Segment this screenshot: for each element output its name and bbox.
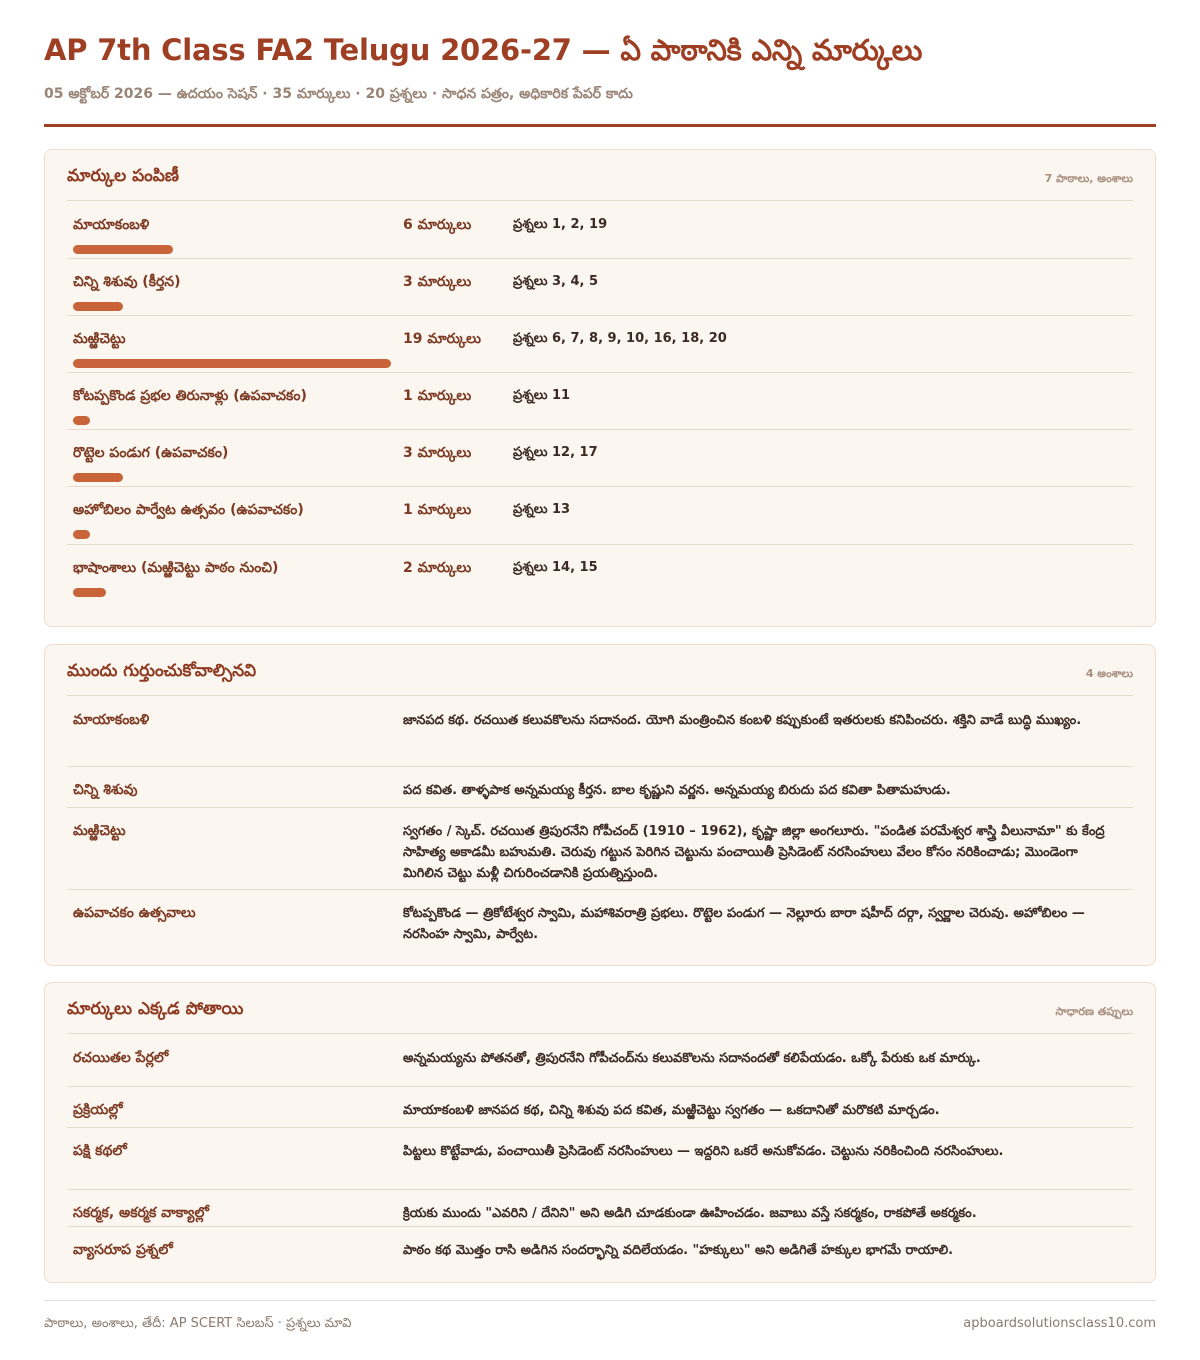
distribution-row <box>67 258 1133 316</box>
mistake-row <box>67 1189 1133 1227</box>
card-header <box>67 983 1133 1034</box>
lesson-questions: ప్రశ్నలు 14, 15 <box>513 560 598 575</box>
marks-bar <box>73 473 123 482</box>
distribution-row <box>67 544 1133 614</box>
lesson-marks: 3 మార్కులు <box>403 445 472 461</box>
topic-label: చిన్ని శిశువు <box>73 782 138 798</box>
mistake-text: పిట్టలు కొట్టేవాడు, పంచాయితీ ప్రెసిడెంట్ నరసింహులు — ఇద్దరిని ఒకరే అనుకోవడం. చెట్టును నరికించింది నరసింహులు. <box>403 1144 1004 1159</box>
marks-bar <box>73 588 106 597</box>
remember-row <box>67 889 1133 959</box>
page-title: AP 7th Class FA2 Telugu 2026-27 — ఏ పాఠానికి ఎన్ని మార్కులు <box>44 33 923 67</box>
marks-distribution-card <box>44 149 1156 627</box>
page-header <box>44 30 1156 127</box>
card-meta: సాధారణ తప్పులు <box>1055 1005 1133 1018</box>
lesson-name: భాషాంశాలు (మఱ్ఱిచెట్టు పాఠం నుంచి) <box>73 560 279 576</box>
mistake-label: వ్యాసరూప ప్రశ్నలో <box>73 1242 173 1258</box>
lesson-marks: 19 మార్కులు <box>403 331 481 347</box>
mistake-text: క్రియకు ముందు "ఎవరిని / దేనిని" అని అడిగి చూడకుండా ఊహించడం. జవాబు వస్తే సకర్మకం, రాకపోతే అకర్మకం. <box>403 1206 977 1221</box>
topic-text: జానపద కథ. రచయిత కలువకొలను సదానంద. యోగి మంత్రించిన కంబళి కప్పుకుంటే ఇతరులకు కనిపించరు. శక్తిని వాడే బుద్ధి ముఖ్యం. <box>403 713 1082 728</box>
page-subtitle: 05 అక్టోబర్ 2026 — ఉదయం సెషన్ · 35 మార్కులు · 20 ప్రశ్నలు · సాధన పత్రం, అధికారిక పేపర్ కాదు <box>44 86 633 102</box>
remember-card <box>44 644 1156 966</box>
mistake-text: పాఠం కథ మొత్తం రాసి అడిగిన సందర్భాన్ని వదిలేయడం. "హక్కులు" అని అడిగితే హక్కుల భాగమే రాయాలి. <box>403 1243 954 1258</box>
mistake-row <box>67 1086 1133 1128</box>
lesson-name: మాయాకంబళి <box>73 217 150 233</box>
card-header <box>67 645 1133 696</box>
mistake-text: మాయాకంబళి జానపద కథ, చిన్ని శిశువు పద కవిత, మఱ్ఱిచెట్టు స్వగతం — ఒకదానితో మరొకటి మార్చడం. <box>403 1103 940 1118</box>
header-divider <box>44 124 1156 127</box>
card-title: మార్కులు ఎక్కడ పోతాయి <box>67 999 244 1019</box>
distribution-row <box>67 315 1133 373</box>
lesson-marks: 1 మార్కులు <box>403 388 472 404</box>
lesson-name: మఱ్ఱిచెట్టు <box>73 331 126 347</box>
mistake-row <box>67 1127 1133 1190</box>
mistake-label: రచయితల పేర్లలో <box>73 1050 169 1066</box>
topic-text: పద కవిత. తాళ్ళపాక అన్నమయ్య కీర్తన. బాల కృష్ణుని వర్ణన. అన్నమయ్య బిరుదు పద కవితా పితామహుడు. <box>403 783 951 798</box>
lesson-questions: ప్రశ్నలు 1, 2, 19 <box>513 217 608 232</box>
topic-label: మాయాకంబళి <box>73 712 150 728</box>
mistake-label: ప్రక్రియల్లో <box>73 1102 123 1118</box>
lesson-marks: 3 మార్కులు <box>403 274 472 290</box>
card-meta: 4 అంశాలు <box>1085 667 1133 680</box>
lesson-questions: ప్రశ్నలు 11 <box>513 388 571 403</box>
page-footer <box>44 1300 1156 1331</box>
card-header <box>67 150 1133 201</box>
topic-text: కోటప్పకొండ — త్రికోటేశ్వర స్వామి, మహాశివరాత్రి ప్రభలు. రొట్టెల పండుగ — నెల్లూరు బారా షహీద్ దర్గా, స్వర్ణాల చెరువు. అహోబిలం — నరసింహ స్వామి, పార్వేట. <box>403 906 1085 942</box>
mistake-label: పక్షి కథలో <box>73 1143 127 1159</box>
mistake-label: సకర్మక, అకర్మక వాక్యాల్లో <box>73 1205 209 1221</box>
marks-bar <box>73 530 90 539</box>
remember-row <box>67 766 1133 808</box>
mistake-row <box>67 1034 1133 1087</box>
lesson-marks: 1 మార్కులు <box>403 502 472 518</box>
lesson-name: కోటప్పకొండ ప్రభల తిరునాళ్లు (ఉపవాచకం) <box>73 388 307 404</box>
distribution-row <box>67 201 1133 259</box>
footer-source: పాఠాలు, అంశాలు, తేదీ: AP SCERT సిలబస్ · ప్రశ్నలు మావి <box>44 1316 352 1331</box>
marks-bar <box>73 245 173 254</box>
card-title: ముందు గుర్తుంచుకోవాల్సినవి <box>67 661 257 681</box>
lesson-questions: ప్రశ్నలు 3, 4, 5 <box>513 274 599 289</box>
distribution-row <box>67 429 1133 487</box>
distribution-row <box>67 372 1133 430</box>
marks-bar <box>73 359 391 368</box>
remember-row <box>67 696 1133 767</box>
remember-row <box>67 807 1133 890</box>
mistakes-card <box>44 982 1156 1283</box>
card-title: మార్కుల పంపిణీ <box>67 166 179 186</box>
topic-text: స్వగతం / స్కెచ్. రచయిత త్రిపురనేని గోపీచంద్ (1910 – 1962), కృష్ణా జిల్లా అంగలూరు. "పండిత పరమేశ్వర శాస్త్రి వీలునామా" కు కేంద్ర సాహిత్య అకాడమీ బహుమతి. చెరువు గట్టున పెరిగిన చెట్టును పంచాయితీ ప్రెసిడెంట్ నరసింహులు వేలం కోసం నరికించాడు; మొండెంగా మిగిలిన చెట్టు మళ్లీ చిగురించడానికి ప్రయత్నిస్తుంది. <box>403 824 1105 881</box>
footer-site-link[interactable]: apboardsolutionsclass10.com <box>963 1316 1156 1331</box>
card-meta: 7 పాఠాలు, అంశాలు <box>1044 172 1133 185</box>
lesson-questions: ప్రశ్నలు 13 <box>513 502 571 517</box>
distribution-row <box>67 486 1133 545</box>
lesson-name: రొట్టెల పండుగ (ఉపవాచకం) <box>73 445 229 461</box>
mistake-text: అన్నమయ్యను పోతనతో, త్రిపురనేని గోపీచంద్‌ను కలువకొలను సదానందతో కలిపేయడం. ఒక్కో పేరుకు ఒక మార్కు. <box>403 1051 981 1066</box>
lesson-questions: ప్రశ్నలు 6, 7, 8, 9, 10, 16, 18, 20 <box>513 331 727 346</box>
lesson-questions: ప్రశ్నలు 12, 17 <box>513 445 598 460</box>
topic-label: ఉపవాచకం ఉత్సవాలు <box>73 905 196 921</box>
marks-bar <box>73 302 123 311</box>
lesson-name: చిన్ని శిశువు (కీర్తన) <box>73 274 181 290</box>
mistake-row <box>67 1226 1133 1276</box>
lesson-marks: 2 మార్కులు <box>403 560 472 576</box>
lesson-marks: 6 మార్కులు <box>403 217 472 233</box>
topic-label: మఱ్ఱిచెట్టు <box>73 823 126 839</box>
lesson-name: అహోబిలం పార్వేట ఉత్సవం (ఉపవాచకం) <box>73 502 304 518</box>
marks-bar <box>73 416 90 425</box>
